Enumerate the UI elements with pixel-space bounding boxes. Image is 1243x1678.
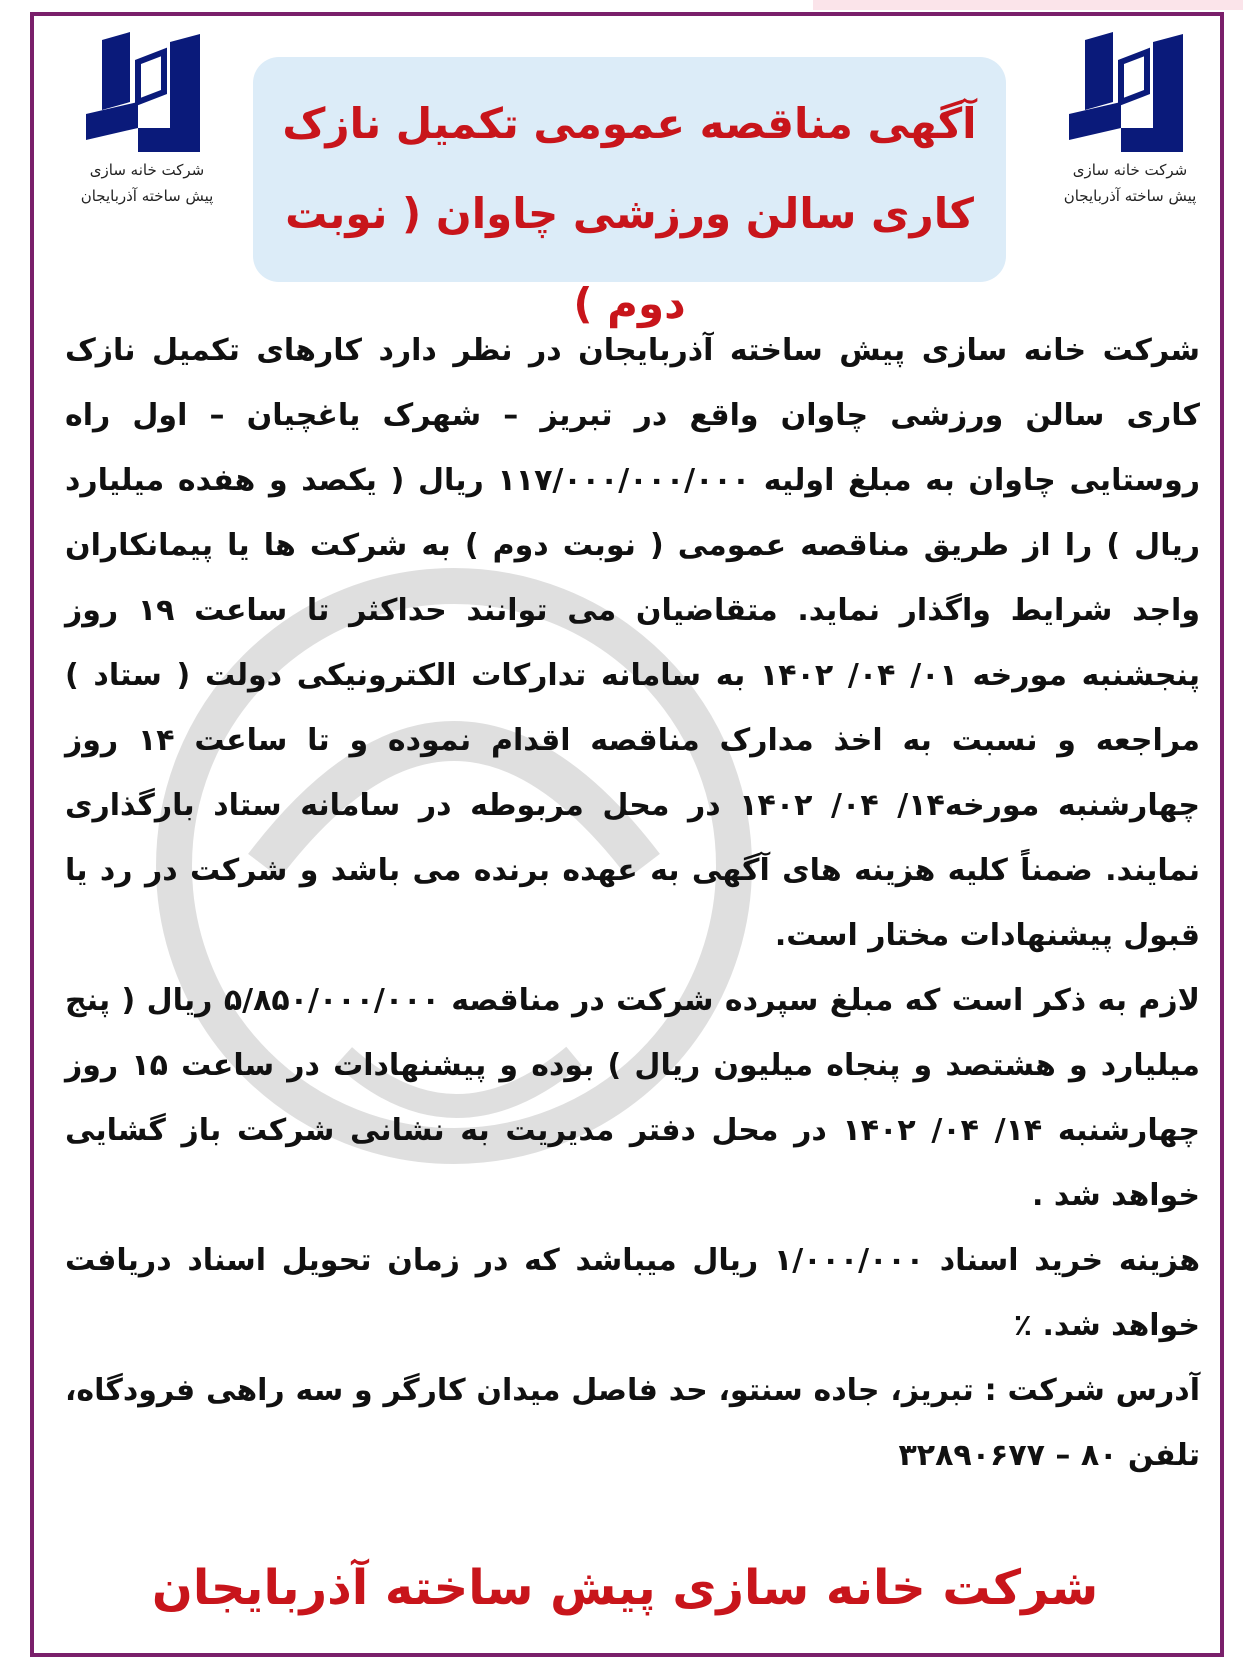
corner-tint (813, 0, 1243, 10)
body-paragraph-2: لازم به ذکر است که مبلغ سپرده شرکت در مناقصه ۵/۸۵۰/۰۰۰/۰۰۰ ریال ( پنج میلیارد و هشتصد و پنجاه میلیون ریال ) بوده و پیشنهادات در ساعت ۱۵ روز چهارشنبه ۱۴/ ۰۴/ ۱۴۰۲ در محل دفتر مدیریت به نشانی شرکت باز گشایی خواهد شد . (65, 983, 1201, 1213)
company-logo-right (1035, 32, 1225, 209)
logo-line-2: پیش ساخته آذربایجان (80, 187, 214, 205)
company-emblem-icon (1065, 32, 1195, 157)
title-line-1: آگهی مناقصه عمومی تکمیل نازک (282, 99, 977, 148)
title-box (253, 57, 1006, 328)
title-line-2: کاری سالن ورزشی چاوان ( نوبت دوم ) (285, 189, 974, 328)
footer-company-name: شرکت خانه سازی پیش ساخته آذربایجان (151, 1560, 1099, 1616)
notice-body (65, 318, 1200, 1488)
body-paragraph-4: آدرس شرکت : تبریز، جاده سنتو، حد فاصل میدان کارگر و سه راهی فرودگاه، تلفن ۸۰ – ۳۲۸۹۰۶۷۷ (65, 1373, 1200, 1473)
body-paragraph-1: شرکت خانه سازی پیش ساخته آذربایجان در نظر دارد کارهای تکمیل نازک کاری سالن ورزشی چاوان واقع در تبریز – شهرک یاغچیان – اول راه روستایی چاوان به مبلغ اولیه ۱۱۷/۰۰۰/۰۰۰/۰۰۰ ریال ( یکصد و هفده میلیارد ریال ) را از طریق مناقصه عمومی ( نوبت دوم ) به شرکت ها یا پیمانکاران واجد شرایط واگذار نماید. متقاضیان می توانند حداکثر تا ساعت ۱۹ روز پنجشنبه مورخه ۰۱/ ۰۴/ ۱۴۰۲ به سامانه تدارکات الکترونیکی دولت ( ستاد ) مراجعه و نسبت به اخذ مدارک مناقصه اقدام نموده و تا ساعت ۱۴ روز چهارشنبه مورخه۱۴/ ۰۴/ ۱۴۰۲ در محل مربوطه در سامانه ستاد بارگذاری نمایند. ضمناً کلیه هزینه های آگهی به عهده برنده می باشد و شرکت در رد یا قبول پیشنهادات مختار است. (65, 333, 1201, 953)
body-paragraph-3: هزینه خرید اسناد ۱/۰۰۰/۰۰۰ ریال میباشد که در زمان تحویل اسناد دریافت خواهد شد. ٪ (65, 1243, 1200, 1343)
company-emblem-icon (82, 32, 212, 157)
logo-line-1: شرکت خانه سازی (89, 161, 205, 179)
logo-line-1: شرکت خانه سازی (1072, 161, 1188, 179)
company-logo-left (52, 32, 242, 209)
logo-line-2: پیش ساخته آذربایجان (1063, 187, 1197, 205)
